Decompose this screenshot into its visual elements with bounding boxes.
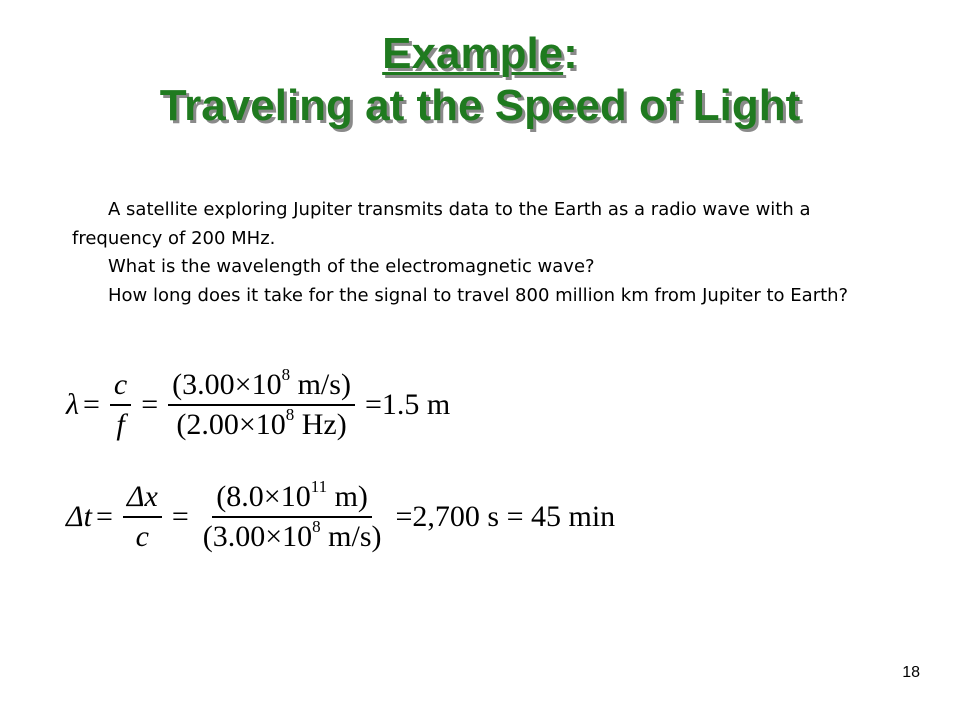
problem-paragraph-3: How long does it take for the signal to travel 800 million km from Jupiter to Earth? <box>108 284 849 306</box>
c-over-f-fraction <box>110 368 131 442</box>
travel-time-equation <box>66 477 619 554</box>
problem-statement <box>72 196 862 310</box>
delta-t-symbol: Δt <box>66 500 92 533</box>
fraction-denominator: f <box>116 408 125 441</box>
dx-over-c-fraction <box>123 480 162 554</box>
fraction-denominator: c <box>135 520 149 553</box>
fraction-denominator <box>172 406 350 442</box>
equals-sign: = <box>95 500 113 533</box>
numerator-unit: m) <box>327 480 368 513</box>
denominator-unit: m/s) <box>320 520 382 553</box>
fraction-denominator <box>199 518 386 554</box>
page-number: 18 <box>902 664 920 681</box>
denominator-mantissa: (2.00×10 <box>176 408 286 441</box>
numeric-fraction <box>199 477 386 554</box>
equation-result: =2,700 s = 45 min <box>395 500 616 533</box>
title-line-1 <box>0 28 960 80</box>
fraction-numerator <box>212 477 372 518</box>
fraction-numerator <box>168 365 355 406</box>
slide-title <box>0 28 960 132</box>
numerator-exponent: 11 <box>310 477 328 496</box>
problem-paragraph-2: What is the wavelength of the electromagnetic wave? <box>108 256 595 277</box>
equation-result: =1.5 m <box>364 388 451 421</box>
numerator-mantissa: (8.0×10 <box>216 480 311 513</box>
title-example-word: Example <box>382 29 564 78</box>
denominator-unit: Hz) <box>294 408 347 441</box>
equals-sign: = <box>141 388 159 421</box>
denominator-mantissa: (3.00×10 <box>202 520 313 553</box>
denominator-exponent: 8 <box>285 405 295 424</box>
title-line-2: Traveling at the Speed of Light <box>159 81 801 130</box>
title-colon: : <box>563 29 578 78</box>
fraction-numerator: Δx <box>123 480 162 518</box>
numerator-exponent: 8 <box>281 365 291 384</box>
equals-sign: = <box>171 500 189 533</box>
fraction-numerator: c <box>110 368 131 406</box>
denominator-exponent: 8 <box>312 517 321 536</box>
equals-sign: = <box>83 388 100 421</box>
numerator-unit: m/s) <box>290 368 351 401</box>
problem-paragraph-1: A satellite exploring Jupiter transmits data to the Earth as a radio wave with a frequency of 200 MHz. <box>72 199 811 249</box>
numeric-fraction <box>168 365 355 442</box>
wavelength-symbol: λ <box>66 388 79 421</box>
numerator-mantissa: (3.00×10 <box>172 368 282 401</box>
wavelength-equation <box>66 365 454 442</box>
